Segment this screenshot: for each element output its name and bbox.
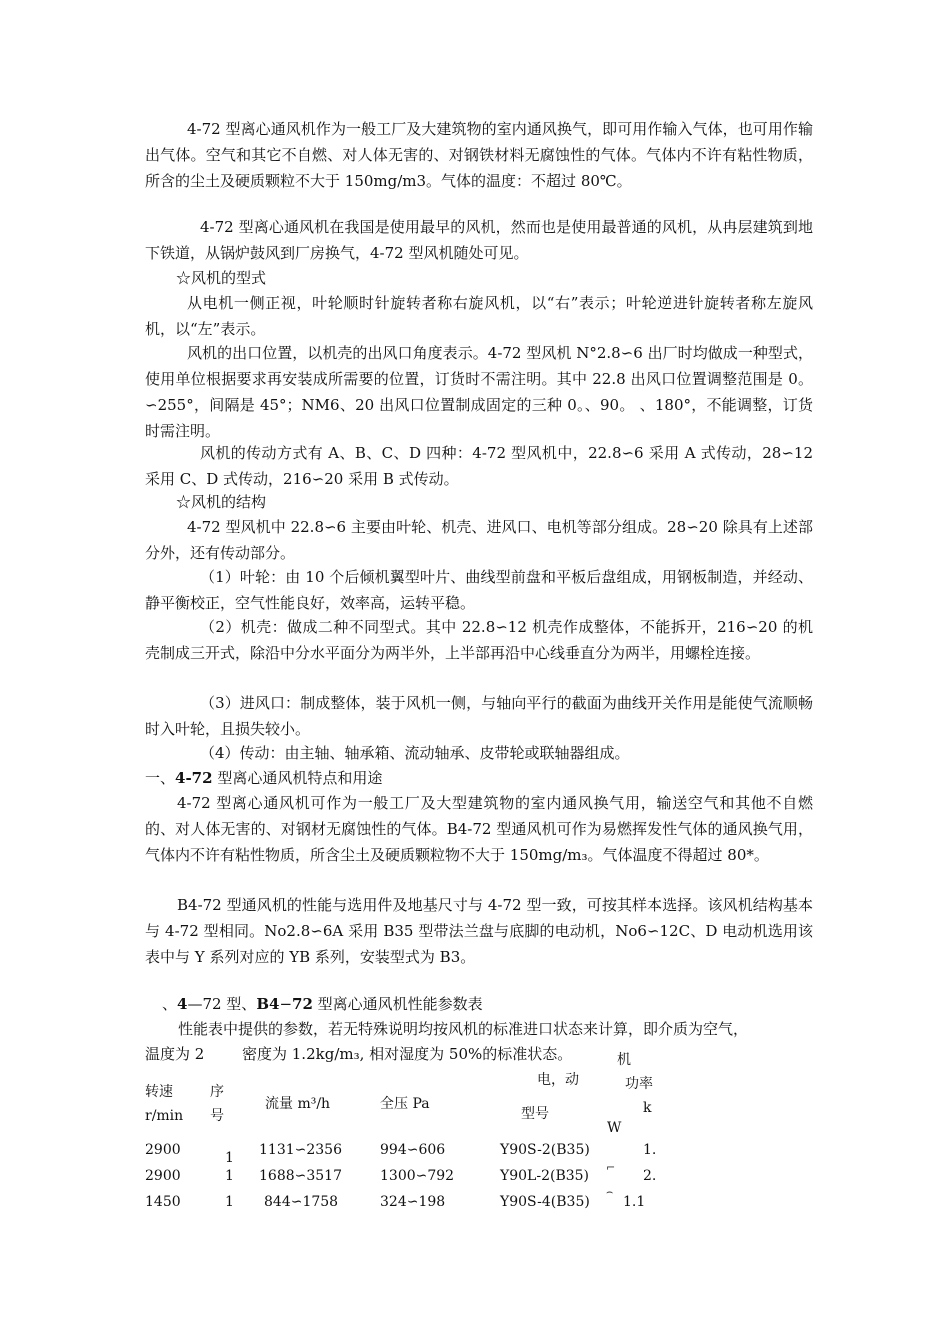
header-motor: 电，动: [537, 1072, 579, 1088]
paragraph-outlet-position: 风机的出口位置，以机壳的出风口角度表示。4-72 型风机 N°2.8∽6 出厂时均做成一种型式，使用单位根据要求再安装成所需要的位置，订货时不需注明。其中 22.8 出风口位置调整范围是 0。 ∽255°，间隔是 45°；NM6、20 出风口位置制成固定的三种 0。、90。 、180°，不能调整，订货时需注明。: [145, 344, 813, 440]
paragraph-rotation: 从电机一侧正视，叶轮顺时针旋转者称右旋风机，以“右”表示；叶轮逆进针旋转者称左旋风机，以“左”表示。: [145, 294, 813, 338]
row3-seq: 1: [225, 1194, 234, 1210]
row1-speed: 2900: [145, 1142, 181, 1158]
row1-seq: 1: [225, 1150, 234, 1166]
row3-flow: 844∽1758: [264, 1194, 339, 1210]
table-intro-line1: 性能表中提供的参数，若无特殊说明均按风机的标准进口状态来计算，即介质为空气，: [178, 1020, 749, 1038]
subheading-fan-structure: ☆风机的结构: [176, 493, 267, 511]
row3-power: 1.1: [623, 1194, 646, 1210]
header-pressure: 全压 Pa: [380, 1096, 430, 1112]
stray-mark-2: ⌢: [606, 1185, 614, 1198]
section-heading-features: 一、4-72 型离心通风机特点和用途: [145, 769, 383, 787]
row2-seq: 1: [225, 1168, 234, 1184]
paragraph-history: 4-72 型离心通风机在我国是使用最早的风机，然而也是使用最普通的风机，从冉层建筑到地下铁道，从锅炉鼓风到厂房换气，4-72 型风机随处可见。: [145, 218, 813, 262]
row1-pressure: 994∽606: [380, 1142, 446, 1158]
header-power-2: 功率: [625, 1076, 653, 1092]
header-flow: 流量 m³/h: [265, 1096, 331, 1112]
row3-pressure: 324∽198: [380, 1194, 446, 1210]
header-speed: 转速: [145, 1084, 173, 1100]
row2-pressure: 1300∽792: [380, 1168, 455, 1184]
table-intro-line2b: 密度为 1.2kg/m₃, 相对湿度为 50%的标准状态。: [242, 1045, 573, 1063]
header-power-3: k: [643, 1100, 652, 1116]
paragraph-transmission: （4）传动：由主轴、轴承箱、流动轴承、皮带轮或联轴器组成。: [200, 744, 630, 762]
paragraph-impeller: （1）叶轮：由 10 个后倾机翼型叶片、曲线型前盘和平板后盘组成，用钢板制造，并经动、静平衡校正，空气性能良好，效率高，运转平稳。: [145, 568, 813, 612]
subheading-fan-type: ☆风机的型式: [176, 269, 267, 287]
row2-flow: 1688∽3517: [259, 1168, 342, 1184]
header-seq: 序: [210, 1084, 224, 1100]
row1-flow: 1131∽2356: [259, 1142, 342, 1158]
header-model: 型号: [521, 1106, 549, 1122]
paragraph-drive-type: 风机的传动方式有 A、B、C、D 四种：4-72 型风机中，22.8∽6 采用 A 式传动，28∽12 采用 C、D 式传动，216∽20 采用 B 式传动。: [145, 444, 813, 488]
header-power-4: W: [607, 1120, 622, 1136]
paragraph-structure: 4-72 型风机中 22.8∽6 主要由叶轮、机壳、进风口、电机等部分组成。28∽20 除具有上述部分外，还有传动部分。: [145, 518, 813, 562]
row1-model: Y90S-2(B35): [500, 1142, 590, 1158]
section-heading-performance-table: 、4—72 型、B4−72 型离心通风机性能参数表: [162, 995, 483, 1013]
header-speed-unit: r/min: [145, 1108, 184, 1124]
row2-power: 2.: [643, 1168, 657, 1184]
paragraph-casing: （2）机壳：做成二种不同型式。其中 22.8∽12 机壳作成整体，不能拆开，216∽20 的机壳制成三开式，除沿中分水平面分为两半外，上半部再沿中心线垂直分为两半，用螺栓连接。: [145, 618, 813, 662]
row3-speed: 1450: [145, 1194, 181, 1210]
paragraph-inlet: （3）进风口：制成整体，装于风机一侧，与轴向平行的截面为曲线开关作用是能使气流顺畅时入叶轮，且损失较小。: [145, 694, 813, 738]
stray-mark-1: ⌐: [606, 1161, 616, 1174]
row3-model: Y90S-4(B35): [500, 1194, 590, 1210]
row2-model: Y90L-2(B35): [500, 1168, 590, 1184]
paragraph-applications: 4-72 型离心通风机可作为一般工厂及大型建筑物的室内通风换气用，输送空气和其他不自燃的、对人体无害的、对钢材无腐蚀性的气体。B4-72 型通风机可作为易燃挥发性气体的通风换气用，气体内不许有粘性物质，所含尘土及硬质颗粒物不大于 150mg/m₃。气体温度不得超过 80*。: [145, 794, 813, 864]
row2-speed: 2900: [145, 1168, 181, 1184]
header-power-1: 机: [617, 1052, 631, 1068]
header-seq-2: 号: [210, 1108, 224, 1124]
table-intro-line2a: 温度为 2: [145, 1045, 205, 1063]
paragraph-intro: 4-72 型离心通风机作为一般工厂及大建筑物的室内通风换气，即可用作输入气体，也可用作输出气体。空气和其它不自燃、对人体无害的、对钢铁材料无腐蚀性的气体。气体内不许有粘性物质，所含的尘土及硬质颗粒不大于 150mg/m3。气体的温度：不超过 80℃。: [145, 120, 813, 190]
paragraph-b4-72: B4-72 型通风机的性能与选用件及地基尺寸与 4-72 型一致，可按其样本选择。该风机结构基本与 4-72 型相同。No2.8∽6A 采用 B35 型带法兰盘与底脚的电动机，No6∽12C、D 电动机选用该表中与 Y 系列对应的 YB 系列，安装型式为 B3。: [145, 896, 813, 966]
row1-power: 1.: [643, 1142, 657, 1158]
